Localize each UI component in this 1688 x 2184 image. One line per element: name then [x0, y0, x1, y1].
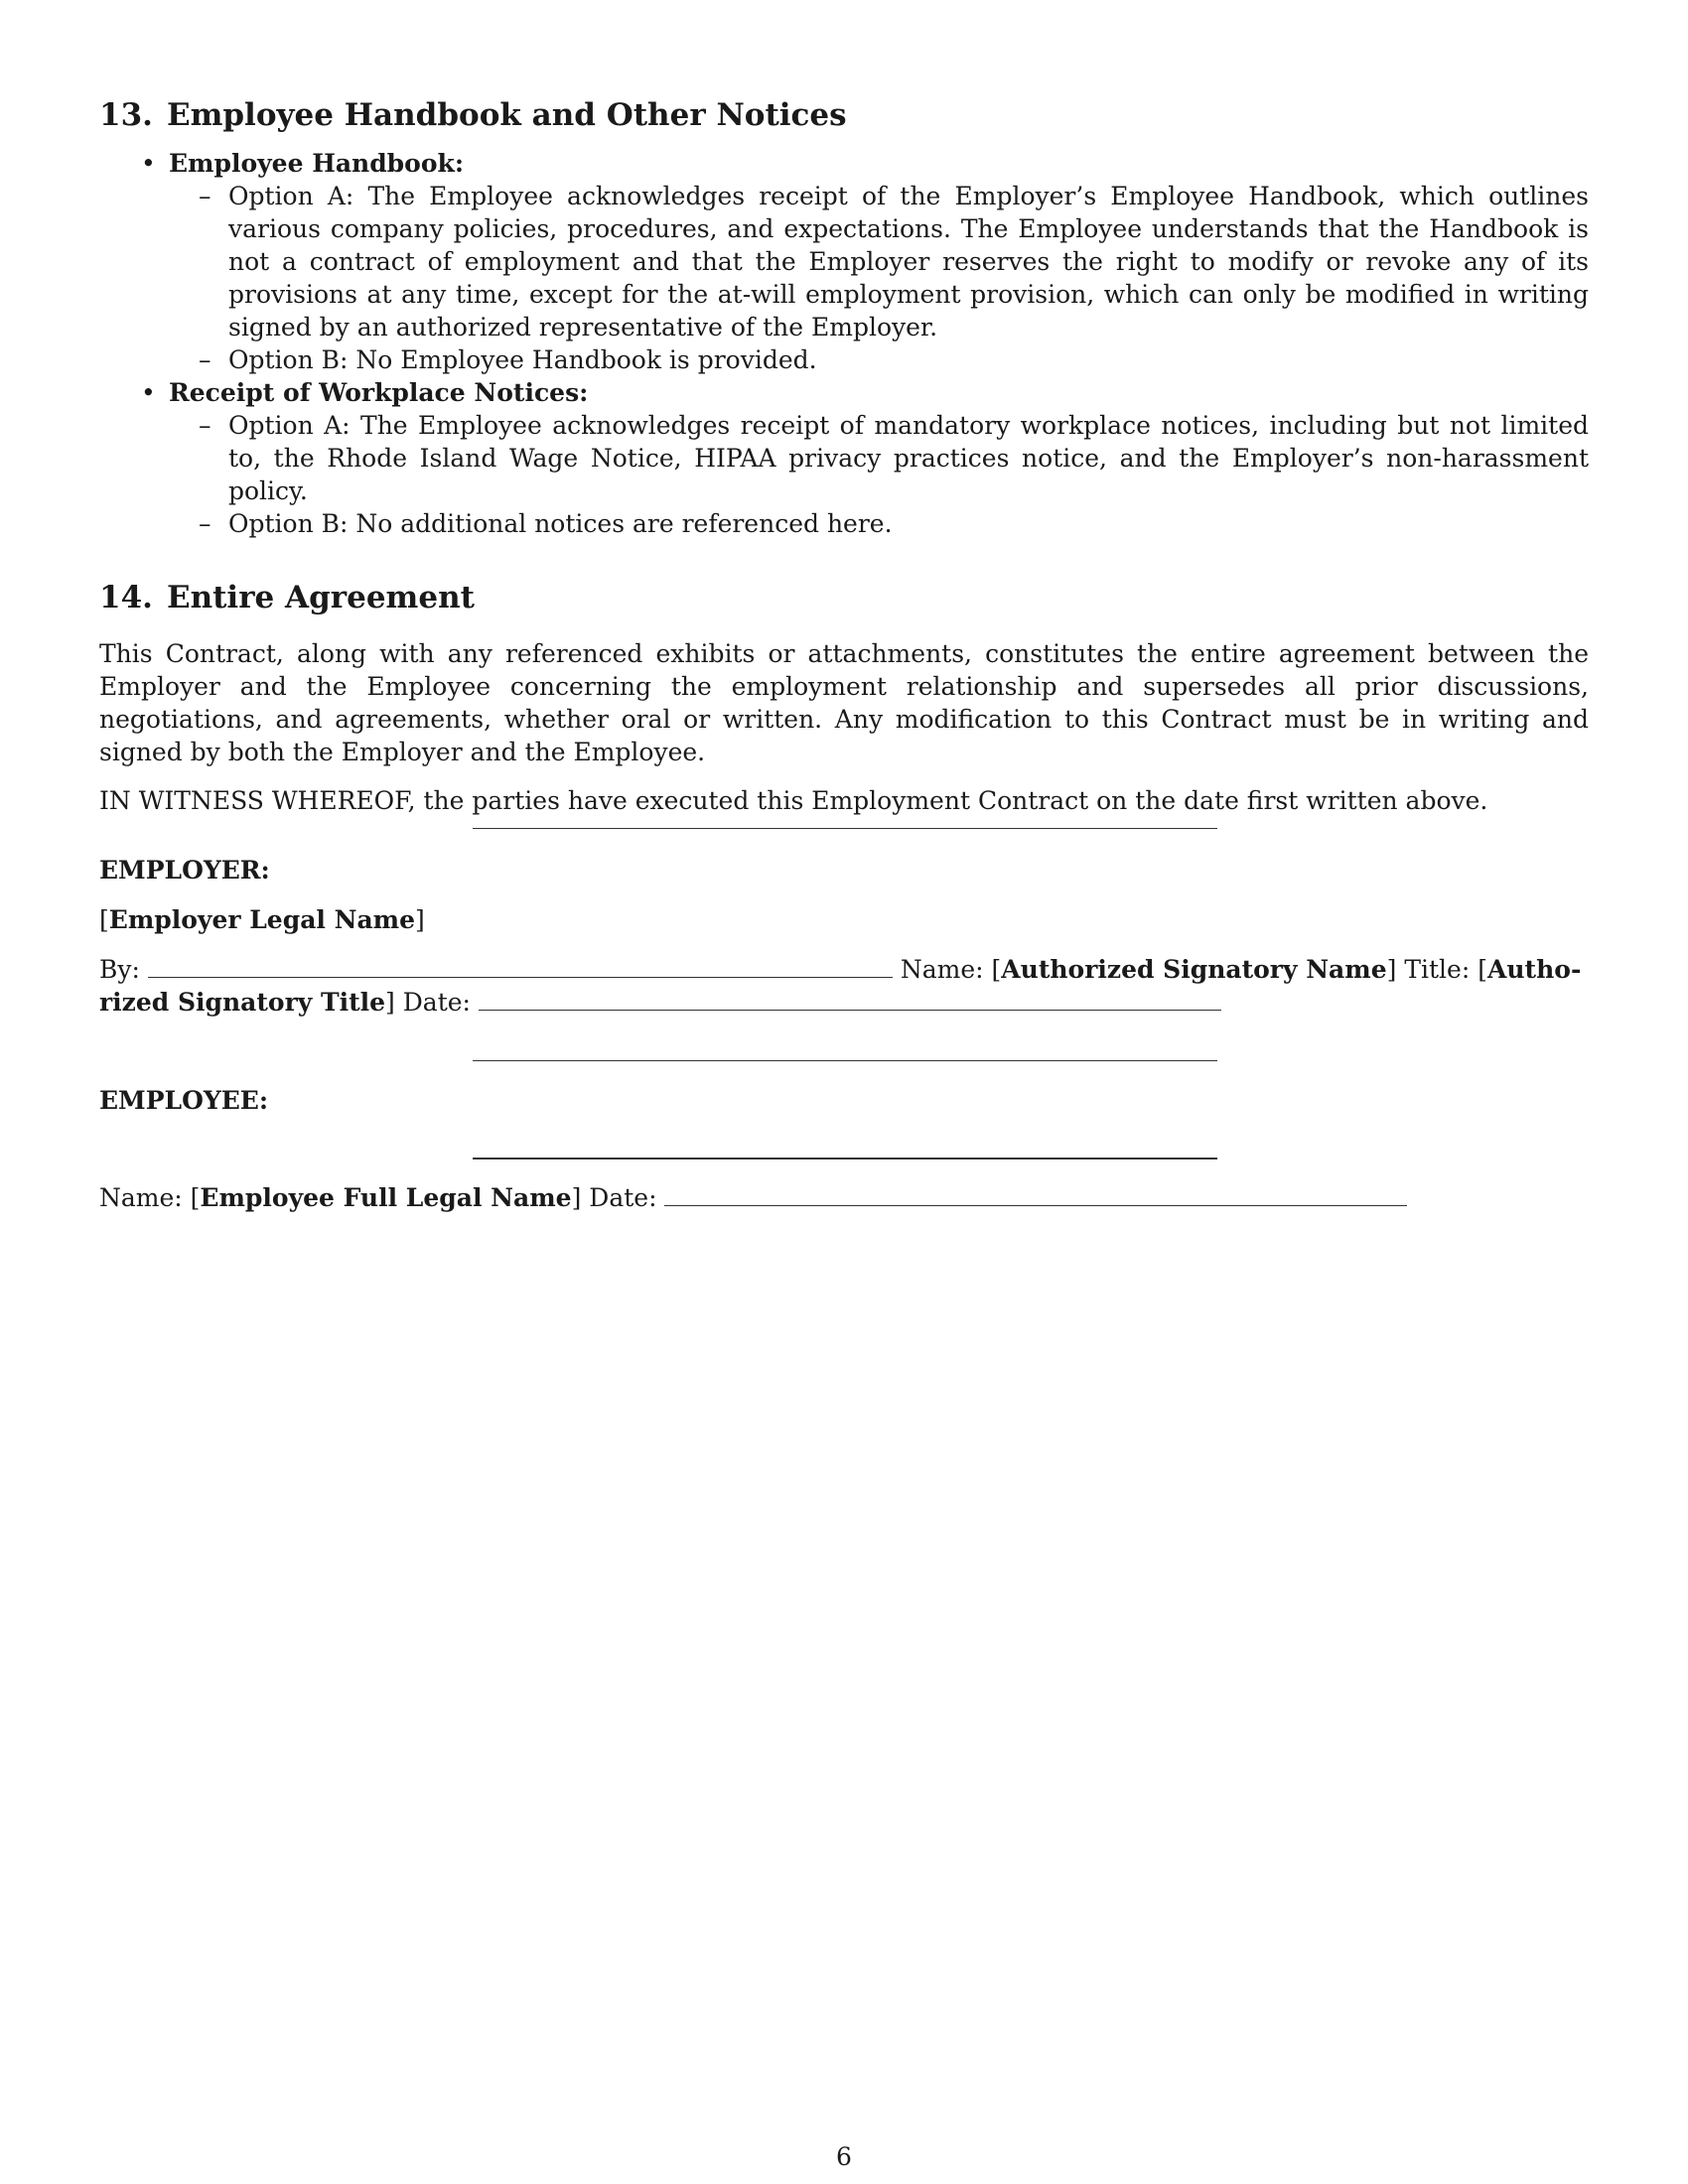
workplace-notices-title: Receipt of Workplace Notices:: [169, 378, 589, 407]
date-label: Date:: [402, 988, 471, 1017]
employee-name-placeholder: Employee Full Legal Name: [200, 1183, 572, 1212]
bracket-open: [: [99, 905, 109, 934]
signatory-title-part2: rized Signatory Title: [99, 988, 386, 1017]
employee-heading: EMPLOYEE:: [99, 1086, 269, 1115]
handbook-option-b: Option B: No Employee Handbook is provided.: [228, 345, 817, 374]
employee-signature-line[interactable]: [473, 1158, 1217, 1160]
employer-heading: EMPLOYER:: [99, 856, 270, 885]
handbook-option-a: Option A: The Employee acknowledges receipt of the Employer’s Employee Handbook, which outlines various company policies, procedures, and expectations. The Employee understands that the Handbook is not a contract of employment and that the Employer reserves the right to modify or revoke any of its provisions at any time, except for the at-will employment provision, which can only be modified in writing signed by an authorized representative of the Employer.: [228, 182, 1589, 341]
employer-by-line: By: Name: [Authorized Signatory Name] Title: [Autho-: [99, 955, 1582, 984]
section-14-number: 14.: [99, 580, 153, 615]
dash-icon: –: [199, 411, 211, 440]
employee-name-date-line: Name: [Employee Full Legal Name] Date:: [99, 1181, 1407, 1214]
employer-signature-line[interactable]: [473, 828, 1217, 829]
employee-date-field[interactable]: [664, 1183, 1407, 1206]
list-item: [199, 507, 1589, 540]
employer-legal-name: [99, 903, 425, 936]
list-item: [141, 376, 1589, 540]
entire-agreement-body: This Contract, along with any referenced exhibits or attachments, constitutes the entire agreement between the Employer and the Employee concerning the employment relationship and supersedes all prior discussions, negotiations, and agreements, whether oral or written. Any modification to this Contract must be in writing and signed by both the Employer and the Employee.: [99, 639, 1589, 766]
section-13-number: 13.: [99, 97, 153, 133]
section-13-heading: [99, 95, 1589, 135]
employee-handbook-options: [169, 180, 1589, 376]
list-item: [199, 180, 1589, 343]
employer-title-date-line: rized Signatory Title] Date:: [99, 986, 1221, 1019]
notices-option-a: Option A: The Employee acknowledges receipt of mandatory workplace notices, including but not limited to, the Rhode Island Wage Notice, HIPAA privacy practices notice, and the Employer’s non-harassment policy.: [228, 411, 1589, 505]
bullet-icon: •: [141, 378, 156, 407]
bracket-close: ]: [415, 905, 425, 934]
dash-icon: –: [199, 345, 211, 374]
bullet-icon: •: [141, 149, 156, 178]
dash-icon: –: [199, 509, 211, 538]
employer-date-field[interactable]: [479, 988, 1221, 1011]
by-signature-field[interactable]: [148, 955, 893, 978]
notices-option-b: Option B: No additional notices are referenced here.: [228, 509, 893, 538]
workplace-notices-options: [169, 409, 1589, 540]
dash-icon: –: [199, 182, 211, 210]
employee-handbook-title: Employee Handbook:: [169, 149, 465, 178]
section-13-list: [99, 147, 1589, 540]
list-item: [199, 409, 1589, 507]
section-14-heading: [99, 578, 1589, 617]
name-label: Name:: [900, 955, 984, 984]
list-item: [199, 343, 1589, 376]
signatory-title-part1: Autho-: [1486, 955, 1582, 984]
employee-date-label: Date:: [589, 1183, 657, 1212]
by-label: By:: [99, 955, 140, 984]
list-item: [141, 147, 1589, 376]
section-14-title: Entire Agreement: [166, 580, 475, 615]
section-13-title: Employee Handbook and Other Notices: [166, 97, 847, 133]
employer-name-placeholder: Employer Legal Name: [108, 905, 416, 934]
signatory-name-placeholder: Authorized Signatory Name: [1001, 955, 1387, 984]
witness-statement: IN WITNESS WHEREOF, the parties have executed this Employment Contract on the date first written above.: [99, 786, 1488, 815]
employee-name-label: Name:: [99, 1183, 183, 1212]
page-number: 6: [836, 2142, 852, 2171]
title-label: Title:: [1404, 955, 1471, 984]
employee-signature-top-line[interactable]: [473, 1060, 1217, 1061]
document-page: [99, 95, 1589, 817]
